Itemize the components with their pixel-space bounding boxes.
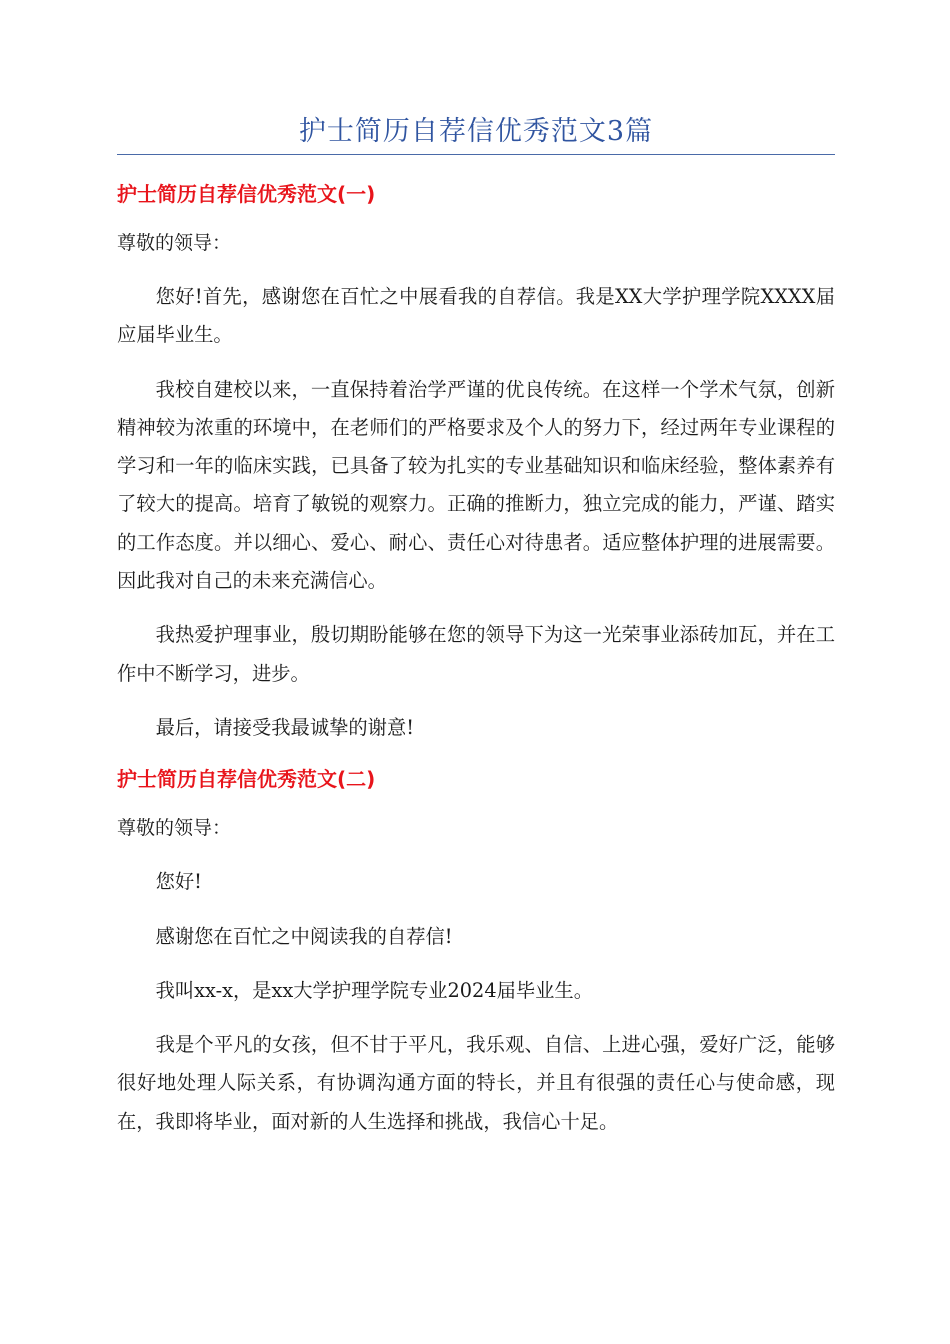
section-heading: 护士简历自荐信优秀范文(二): [117, 767, 376, 792]
section-1: [117, 174, 835, 747]
section-heading: 护士简历自荐信优秀范文(一): [117, 182, 376, 206]
salutation: 尊敬的领导：: [117, 817, 232, 840]
title-underline: [117, 154, 835, 155]
paragraph: 我是个平凡的女孩，但不甘于平凡，我乐观、自信、上进心强，爱好广泛，能够很好地处理人际关系，有协调沟通方面的特长，并且有很强的责任心与使命感，现在，我即将毕业，面对新的人生选择和挑战，我信心十足。: [117, 1033, 835, 1133]
paragraph: 您好!: [155, 870, 202, 894]
paragraph: 我校自建校以来，一直保持着治学严谨的优良传统。在这样一个学术气氛，创新精神较为浓重的环境中，在老师们的严格要求及个人的努力下，经过两年专业课程的学习和一年的临床实践，已具备了较为扎实的专业基础知识和临床经验，整体素养有了较大的提高。培育了敏锐的观察力。正确的推断力，独立完成的能力，严谨、踏实的工作态度。并以细心、爱心、耐心、责任心对待患者。适应整体护理的进展需要。因此我对自己的未来充满信心。: [117, 377, 835, 593]
document-title: 护士简历自荐信优秀范文3篇: [298, 116, 654, 147]
salutation: 尊敬的领导：: [117, 232, 232, 254]
document-body: [117, 174, 835, 1141]
paragraph: 最后，请接受我最诚挚的谢意!: [155, 715, 414, 739]
section-2: [117, 759, 835, 1141]
paragraph: 感谢您在百忙之中阅读我的自荐信!: [155, 924, 453, 948]
paragraph: 我热爱护理事业，殷切期盼能够在您的领导下为这一光荣事业添砖加瓦，并在工作中不断学习，进步。: [117, 623, 835, 685]
paragraph: 您好!首先，感谢您在百忙之中展看我的自荐信。我是XX大学护理学院XXXX届应届毕业生。: [117, 285, 835, 347]
paragraph: 我叫xx-x，是xx大学护理学院专业2024届毕业生。: [155, 978, 593, 1002]
